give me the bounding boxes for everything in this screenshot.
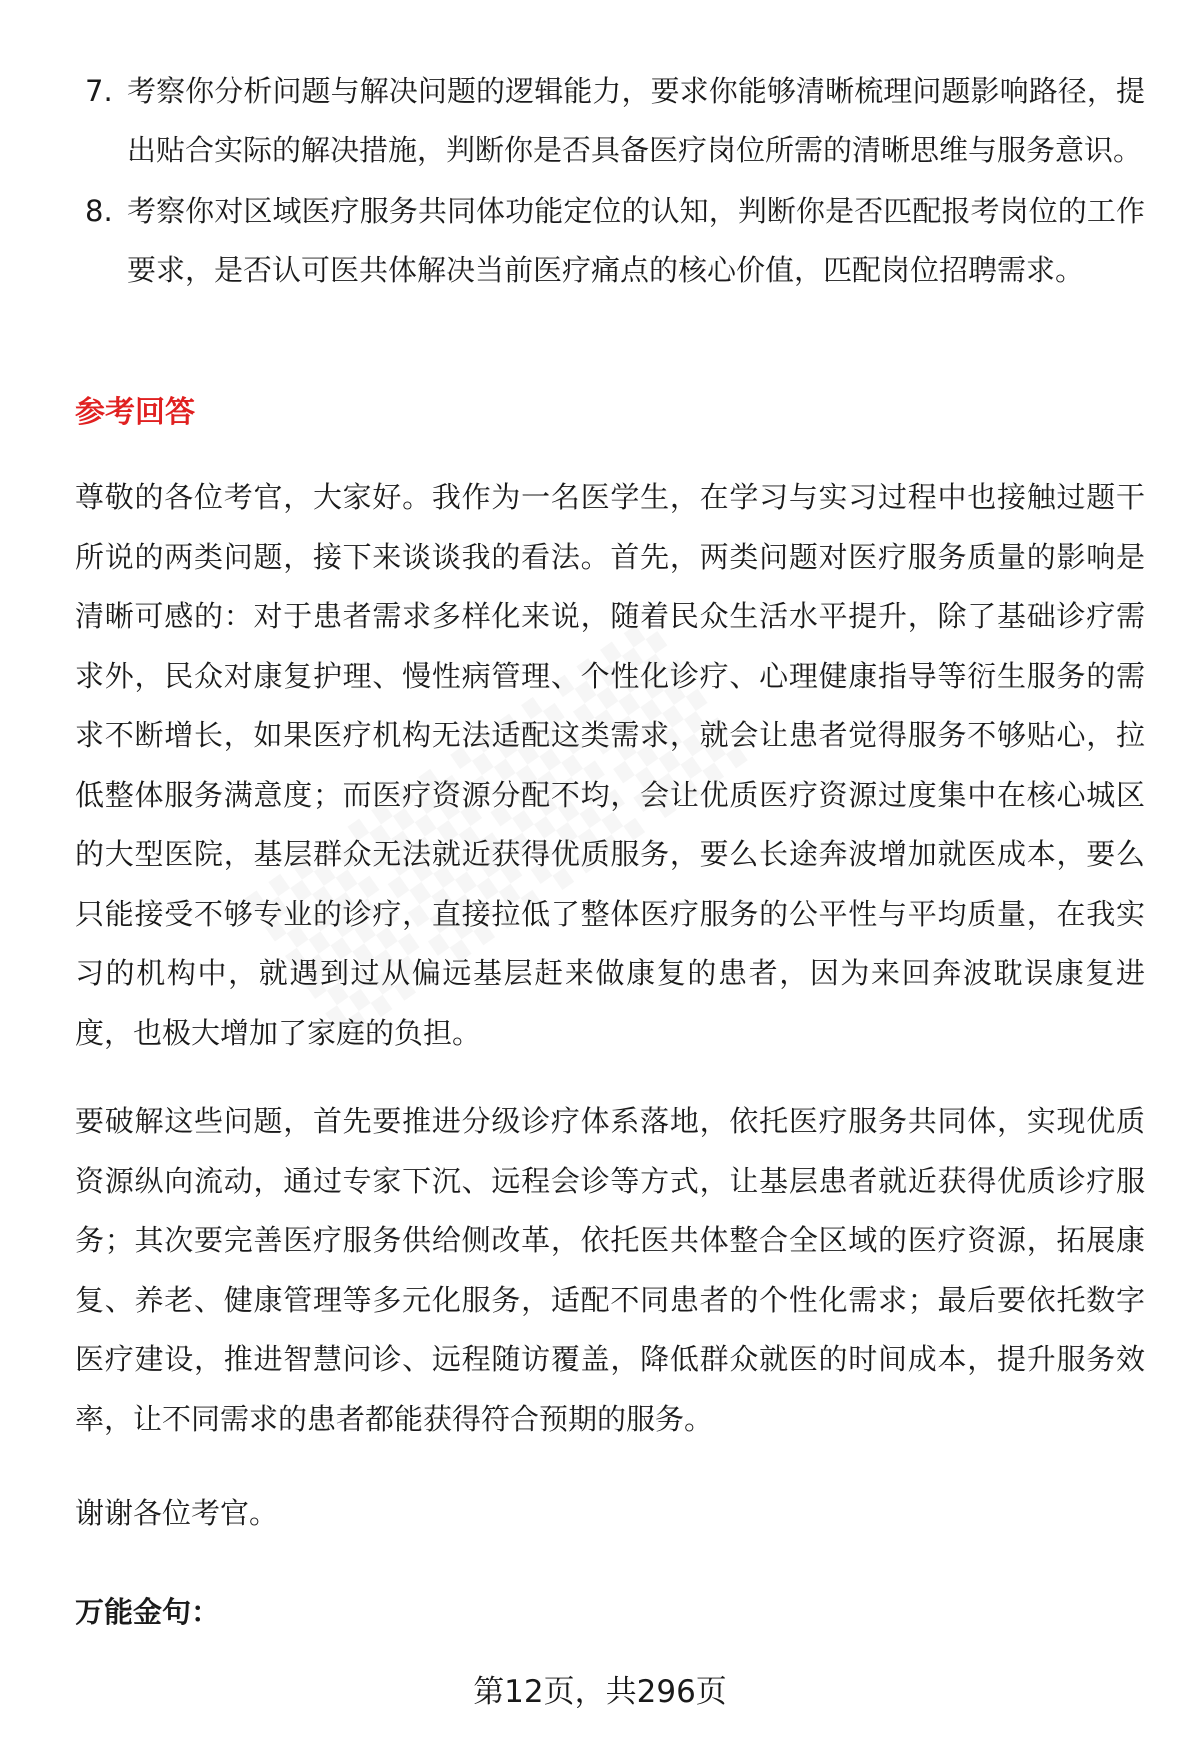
list-number: 7. bbox=[85, 74, 113, 108]
golden-sentences-heading: 万能金句： bbox=[75, 1595, 221, 1629]
list-text: 考察你对区域医疗服务共同体功能定位的认知，判断你是否匹配报考岗位的工作要求，是否认可医共体解决当前医疗痛点的核心价值，匹配岗位招聘需求。 bbox=[127, 194, 1145, 287]
list-item bbox=[75, 182, 1145, 300]
closing-paragraph: 谢谢各位考官。 bbox=[75, 1496, 279, 1530]
page-number-footer: 第12页，共296页 bbox=[473, 1674, 727, 1710]
answer-paragraph: 尊敬的各位考官，大家好。我作为一名医学生，在学习与实习过程中也接触过题干所说的两类问题，接下来谈谈我的看法。首先，两类问题对医疗服务质量的影响是清晰可感的：对于患者需求多样化来说，随着民众生活水平提升，除了基础诊疗需求外，民众对康复护理、慢性病管理、个性化诊疗、心理健康指导等衍生服务的需求不断增长，如果医疗机构无法适配这类需求，就会让患者觉得服务不够贴心，拉低整体服务满意度；而医疗资源分配不均，会让优质医疗资源过度集中在核心城区的大型医院，基层群众无法就近获得优质服务，要么长途奔波增加就医成本，要么只能接受不够专业的诊疗，直接拉低了整体医疗服务的公平性与平均质量，在我实习的机构中，就遇到过从偏远基层赶来做康复的患者，因为来回奔波耽误康复进度，也极大增加了家庭的负担。 bbox=[75, 480, 1145, 1050]
list-number: 8. bbox=[85, 194, 113, 228]
answer-paragraph: 要破解这些问题，首先要推进分级诊疗体系落地，依托医疗服务共同体，实现优质资源纵向流动，通过专家下沉、远程会诊等方式，让基层患者就近获得优质诊疗服务；其次要完善医疗服务供给侧改革，依托医共体整合全区域的医疗资源，拓展康复、养老、健康管理等多元化服务，适配不同患者的个性化需求；最后要依托数字医疗建设，推进智慧问诊、远程随访覆盖，降低群众就医的时间成本，提升服务效率，让不同需求的患者都能获得符合预期的服务。 bbox=[75, 1104, 1145, 1436]
reference-answer-heading: 参考回答 bbox=[75, 395, 195, 430]
criteria-list bbox=[75, 62, 1145, 302]
list-text: 考察你分析问题与解决问题的逻辑能力，要求你能够清晰梳理问题影响路径，提出贴合实际的解决措施，判断你是否具备医疗岗位所需的清晰思维与服务意识。 bbox=[127, 74, 1145, 167]
list-item bbox=[75, 62, 1145, 180]
